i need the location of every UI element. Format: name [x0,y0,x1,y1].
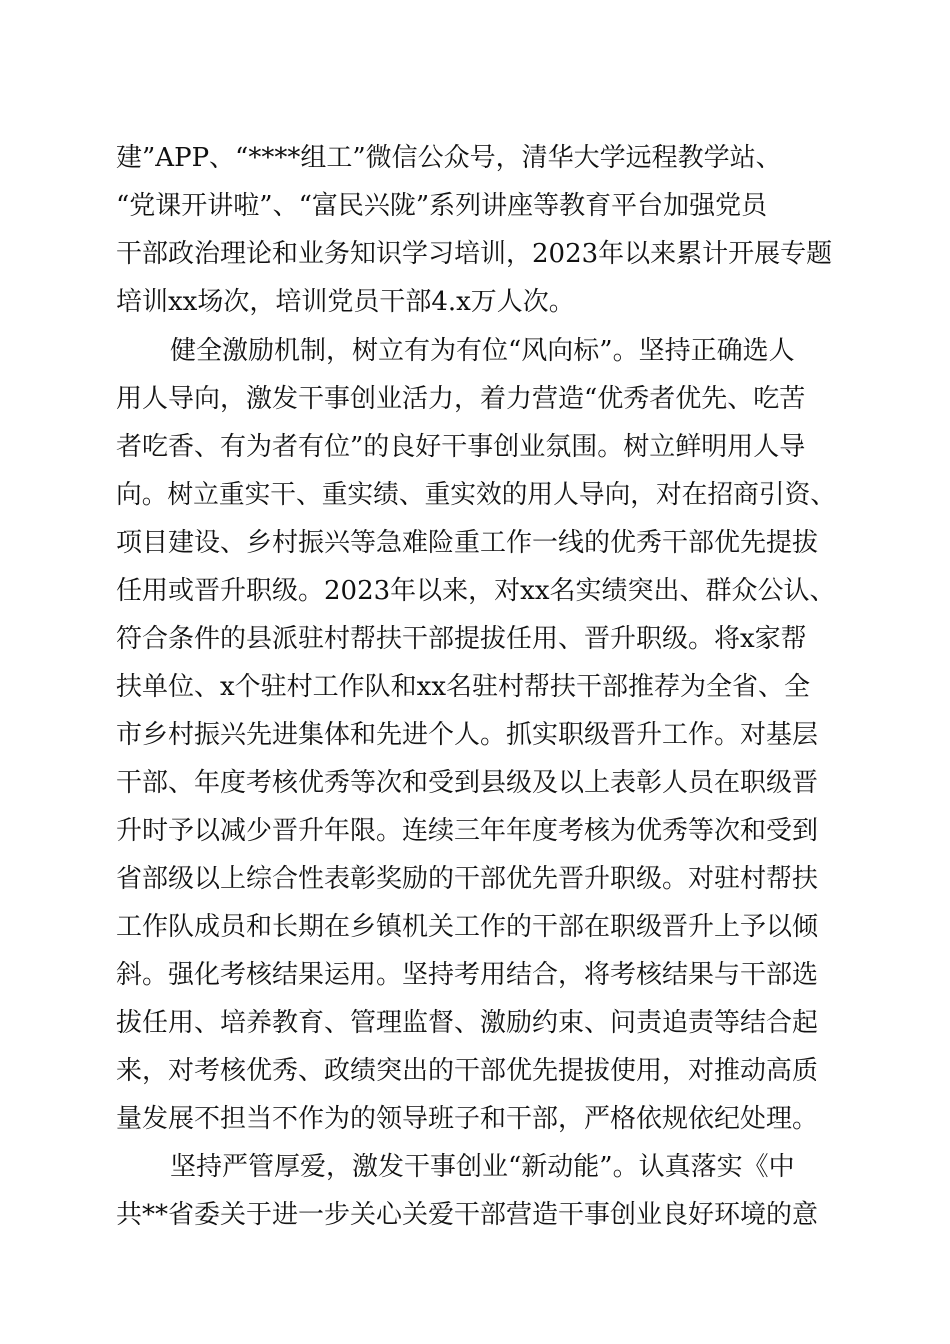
text-line: 斜。强化考核结果运用。坚持考用结合，将考核结果与干部选 [116,960,819,990]
text-line: 省部级以上综合性表彰奖励的干部优先晋升职级。对驻村帮扶 [116,864,819,894]
text-line: 升时予以减少晋升年限。连续三年年度考核为优秀等次和受到 [116,816,819,846]
text-line: 培训xx场次，培训党员干部4.x万人次。 [116,287,575,317]
text-line: 市乡村振兴先进集体和先进个人。抓实职级晋升工作。对基层 [116,720,819,750]
text-line: 来，对考核优秀、政绩突出的干部优先提拔使用，对推动高质 [116,1056,819,1086]
text-line: 项目建设、乡村振兴等急难险重工作一线的优秀干部优先提拔 [116,528,819,558]
text-line: 干部政治理论和业务知识学习培训，2023年以来累计开展专题 [116,239,833,269]
text-line: 量发展不担当不作为的领导班子和干部，严格依规依纪处理。 [116,1104,819,1134]
text-line: 任用或晋升职级。2023年以来，对xx名实绩突出、群众公认、 [116,576,836,606]
text-line: 拔任用、培养教育、管理监督、激励约束、问责追责等结合起 [116,1008,819,1038]
text-line: 用人导向，激发干事创业活力，着力营造“优秀者优先、吃苦 [116,384,806,414]
text-line: 工作队成员和长期在乡镇机关工作的干部在职级晋升上予以倾 [116,912,819,942]
text-line: 共**省委关于进一步关心关爱干部营造干事创业良好环境的意 [116,1200,819,1230]
paragraph-first-line: 坚持严管厚爱，激发干事创业“新动能”。认真落实《中 [170,1152,795,1182]
text-line: 者吃香、有为者有位”的良好干事创业氛围。树立鲜明用人导 [116,432,806,462]
text-line: 扶单位、x个驻村工作队和xx名驻村帮扶干部推荐为全省、全 [116,672,810,702]
text-line: 干部、年度考核优秀等次和受到县级及以上表彰人员在职级晋 [116,768,819,798]
text-line: 符合条件的县派驻村帮扶干部提拔任用、晋升职级。将x家帮 [116,624,807,654]
text-line: 向。树立重实干、重实绩、重实效的用人导向，对在招商引资、 [116,480,837,510]
text-line: “党课开讲啦”、“富民兴陇”系列讲座等教育平台加强党员 [116,191,768,221]
text-line: 建”APP、“****组工”微信公众号，清华大学远程教学站、 [116,143,782,173]
paragraph-first-line: 健全激励机制，树立有为有位“风向标”。坚持正确选人 [170,336,795,366]
